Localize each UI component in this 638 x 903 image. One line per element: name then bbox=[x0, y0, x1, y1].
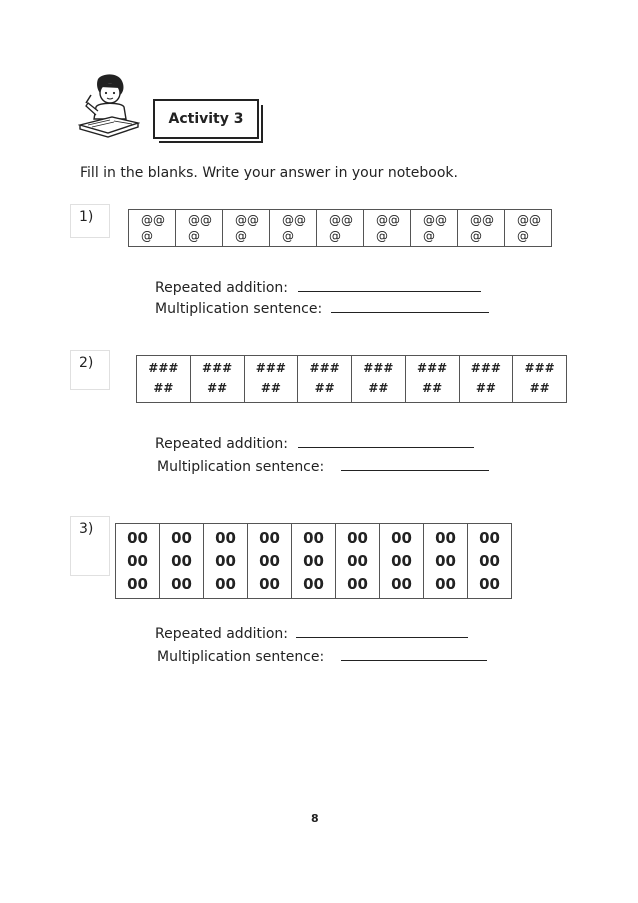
grid-cell-line: 00 bbox=[259, 551, 280, 570]
grid-cell-line: @ bbox=[188, 229, 200, 243]
multiplication-sentence-blank[interactable] bbox=[331, 300, 489, 313]
item-2-repeated-addition bbox=[155, 435, 474, 452]
grid-cell bbox=[336, 524, 380, 599]
grid-cell-line: ## bbox=[153, 381, 174, 395]
repeated-addition-label: Repeated addition: bbox=[155, 280, 289, 296]
grid-cell-line: 00 bbox=[347, 528, 368, 547]
grid-cell bbox=[513, 356, 567, 403]
activity-title-box bbox=[153, 99, 259, 139]
grid-cell bbox=[317, 210, 364, 247]
grid-cell-line: @@ bbox=[517, 213, 541, 227]
grid-cell-line: 00 bbox=[479, 551, 500, 570]
grid-cell-line: @ bbox=[423, 229, 435, 243]
grid-cell-line: @@ bbox=[376, 213, 400, 227]
grid-cell bbox=[129, 210, 176, 247]
activity-title: Activity 3 bbox=[168, 111, 244, 127]
grid-cell-line: ### bbox=[470, 361, 501, 375]
grid-cell-line: @@ bbox=[188, 213, 212, 227]
grid-cell-line: 00 bbox=[171, 574, 192, 593]
page-number: 8 bbox=[311, 812, 319, 825]
grid-cell-line: @@ bbox=[141, 213, 165, 227]
grid-cell-line: 00 bbox=[127, 551, 148, 570]
item-2-multiplication-sentence bbox=[157, 458, 489, 475]
grid-cell-line: @@ bbox=[423, 213, 447, 227]
item-2-number bbox=[70, 350, 110, 390]
repeated-addition-blank[interactable] bbox=[296, 625, 468, 638]
grid-cell-line: ## bbox=[207, 381, 228, 395]
item-2-number-label: 2) bbox=[79, 355, 94, 371]
grid-cell-line: 00 bbox=[391, 574, 412, 593]
grid-cell bbox=[244, 356, 298, 403]
grid-cell bbox=[352, 356, 406, 403]
grid-cell bbox=[292, 524, 336, 599]
grid-cell-line: @ bbox=[235, 229, 247, 243]
item-1-number bbox=[70, 204, 110, 238]
grid-cell-line: @ bbox=[517, 229, 529, 243]
grid-cell bbox=[270, 210, 317, 247]
grid-cell-line: ## bbox=[314, 381, 335, 395]
grid-cell-line: 00 bbox=[435, 528, 456, 547]
grid-cell-line: 00 bbox=[303, 528, 324, 547]
grid-cell bbox=[468, 524, 512, 599]
grid-cell-line: 00 bbox=[259, 574, 280, 593]
instruction-text: Fill in the blanks. Write your answer in your notebook. bbox=[80, 165, 458, 181]
grid-cell-line: ### bbox=[148, 361, 179, 375]
grid-cell-line: 00 bbox=[435, 574, 456, 593]
item-2-grid bbox=[136, 355, 567, 403]
grid-cell bbox=[405, 356, 459, 403]
grid-cell bbox=[204, 524, 248, 599]
grid-cell-line: ## bbox=[422, 381, 443, 395]
grid-cell-line: 00 bbox=[171, 528, 192, 547]
grid-cell bbox=[459, 356, 513, 403]
grid-cell bbox=[190, 356, 244, 403]
grid-cell-line: ## bbox=[368, 381, 389, 395]
grid-cell-line: 00 bbox=[303, 551, 324, 570]
grid-cell-line: @ bbox=[470, 229, 482, 243]
grid-cell-line: ### bbox=[363, 361, 394, 375]
grid-cell bbox=[380, 524, 424, 599]
grid-cell-line: 00 bbox=[347, 574, 368, 593]
grid-cell-line: ## bbox=[529, 381, 550, 395]
child-writing-illustration bbox=[78, 73, 140, 139]
multiplication-sentence-label: Multiplication sentence: bbox=[157, 459, 325, 475]
grid-cell-line: 00 bbox=[215, 574, 236, 593]
grid-cell-line: 00 bbox=[347, 551, 368, 570]
item-3-number-label: 3) bbox=[79, 521, 94, 537]
grid-cell-line: 00 bbox=[259, 528, 280, 547]
grid-cell bbox=[176, 210, 223, 247]
repeated-addition-blank[interactable] bbox=[298, 435, 474, 448]
grid-cell bbox=[364, 210, 411, 247]
grid-cell-line: @ bbox=[376, 229, 388, 243]
grid-cell bbox=[223, 210, 270, 247]
repeated-addition-label: Repeated addition: bbox=[155, 626, 289, 642]
grid-cell-line: @ bbox=[282, 229, 294, 243]
grid-cell bbox=[160, 524, 204, 599]
grid-cell-line: ### bbox=[524, 361, 555, 375]
grid-cell-line: ### bbox=[309, 361, 340, 375]
item-3-multiplication-sentence bbox=[157, 648, 487, 665]
grid-cell-line: 00 bbox=[479, 574, 500, 593]
repeated-addition-label: Repeated addition: bbox=[155, 436, 289, 452]
grid-cell-line: 00 bbox=[303, 574, 324, 593]
grid-cell-line: 00 bbox=[391, 528, 412, 547]
multiplication-sentence-blank[interactable] bbox=[341, 458, 489, 471]
grid-cell bbox=[411, 210, 458, 247]
multiplication-sentence-label: Multiplication sentence: bbox=[157, 649, 325, 665]
grid-cell-line: ### bbox=[202, 361, 233, 375]
grid-cell-line: ## bbox=[475, 381, 496, 395]
grid-cell-line: 00 bbox=[479, 528, 500, 547]
grid-cell bbox=[137, 356, 191, 403]
multiplication-sentence-blank[interactable] bbox=[341, 648, 487, 661]
item-1-repeated-addition bbox=[155, 279, 481, 296]
item-3-repeated-addition bbox=[155, 625, 468, 642]
grid-cell bbox=[116, 524, 160, 599]
item-3-grid bbox=[115, 523, 512, 599]
grid-cell bbox=[424, 524, 468, 599]
grid-cell-line: 00 bbox=[171, 551, 192, 570]
grid-cell-line: @ bbox=[141, 229, 153, 243]
item-1-grid bbox=[128, 209, 552, 247]
grid-cell bbox=[505, 210, 552, 247]
grid-cell-line: 00 bbox=[215, 551, 236, 570]
grid-cell-line: 00 bbox=[391, 551, 412, 570]
grid-cell-line: @ bbox=[329, 229, 341, 243]
grid-cell-line: 00 bbox=[127, 528, 148, 547]
grid-cell-line: 00 bbox=[127, 574, 148, 593]
grid-cell bbox=[298, 356, 352, 403]
grid-cell-line: ## bbox=[260, 381, 281, 395]
grid-cell-line: 00 bbox=[215, 528, 236, 547]
grid-cell-line: ### bbox=[255, 361, 286, 375]
grid-cell-line: @@ bbox=[235, 213, 259, 227]
grid-cell-line: @@ bbox=[329, 213, 353, 227]
item-1-number-label: 1) bbox=[79, 209, 94, 225]
item-1-multiplication-sentence bbox=[155, 300, 489, 317]
repeated-addition-blank[interactable] bbox=[298, 279, 481, 292]
grid-cell-line: ### bbox=[417, 361, 448, 375]
multiplication-sentence-label: Multiplication sentence: bbox=[155, 301, 323, 317]
item-3-number bbox=[70, 516, 110, 576]
grid-cell-line: @@ bbox=[282, 213, 306, 227]
grid-cell bbox=[458, 210, 505, 247]
grid-cell-line: @@ bbox=[470, 213, 494, 227]
grid-cell-line: 00 bbox=[435, 551, 456, 570]
grid-cell bbox=[248, 524, 292, 599]
